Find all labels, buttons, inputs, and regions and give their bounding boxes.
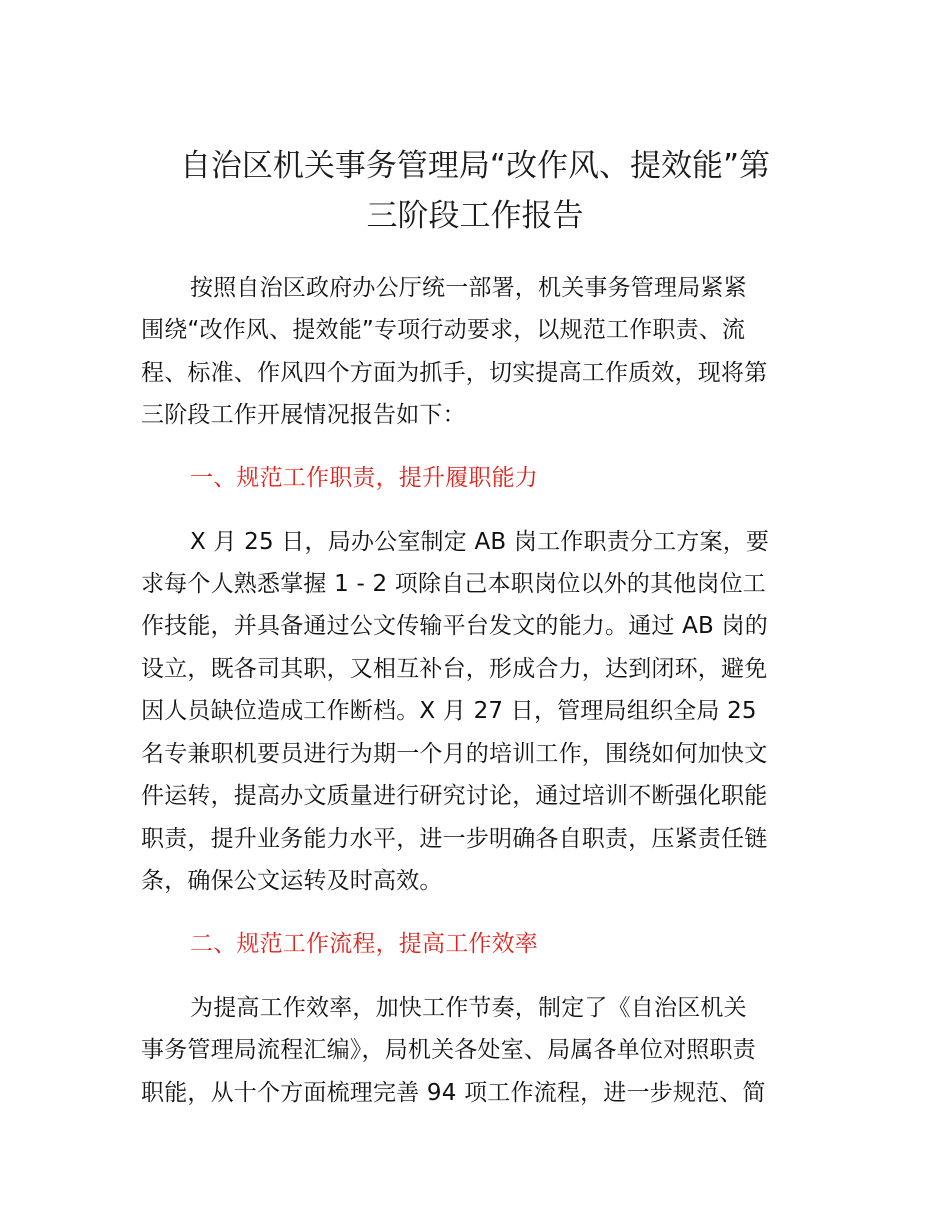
- section-1-line-4: 设立，既各司其职，又相互补台，形成合力，达到闭环，避免: [141, 656, 768, 682]
- intro-line-2: 围绕“改作风、提效能”专项行动要求，以规范工作职责、流: [141, 317, 746, 343]
- section-1-line-8: 职责，提升业务能力水平，进一步明确各自职责，压紧责任链: [141, 826, 768, 852]
- section-1-line-9: 条，确保公文运转及时高效。: [141, 868, 443, 894]
- intro-line-1: 按照自治区政府办公厅统一部署，机关事务管理局紧紧: [190, 275, 747, 301]
- intro-line-4: 三阶段工作开展情况报告如下：: [141, 402, 466, 428]
- section-2-line-3: 职能，从十个方面梳理完善 94 项工作流程，进一步规范、简: [141, 1080, 766, 1106]
- document-title-line-1: 自治区机关事务管理局“改作风、提效能”第: [179, 148, 771, 184]
- section-1-line-7: 件运转，提高办文质量进行研究讨论，通过培训不断强化职能: [141, 783, 768, 809]
- section-1-line-5: 因人员缺位造成工作断档。X 月 27 日，管理局组织全局 25: [141, 698, 757, 724]
- document-title-line-2: 三阶段工作报告: [366, 198, 584, 234]
- section-2-heading: 二、规范工作流程，提高工作效率: [190, 931, 538, 957]
- section-1-line-3: 作技能，并具备通过公文传输平台发文的能力。通过 AB 岗的: [141, 613, 768, 639]
- section-1-line-2: 求每个人熟悉掌握 1 - 2 项除自己本职岗位以外的其他岗位工: [141, 571, 767, 597]
- intro-line-3: 程、标准、作风四个方面为抓手，切实提高工作质效，现将第: [141, 360, 768, 386]
- section-1-line-1: X 月 25 日，局办公室制定 AB 岗工作职责分工方案，要: [190, 529, 770, 555]
- section-2-line-2: 事务管理局流程汇编》，局机关各处室、局属各单位对照职责: [141, 1037, 756, 1063]
- section-1-heading: 一、规范工作职责，提升履职能力: [190, 465, 538, 491]
- section-1-line-6: 名专兼职机要员进行为期一个月的培训工作，围绕如何加快文: [141, 741, 768, 767]
- section-2-line-1: 为提高工作效率，加快工作节奏，制定了《自治区机关: [190, 995, 747, 1021]
